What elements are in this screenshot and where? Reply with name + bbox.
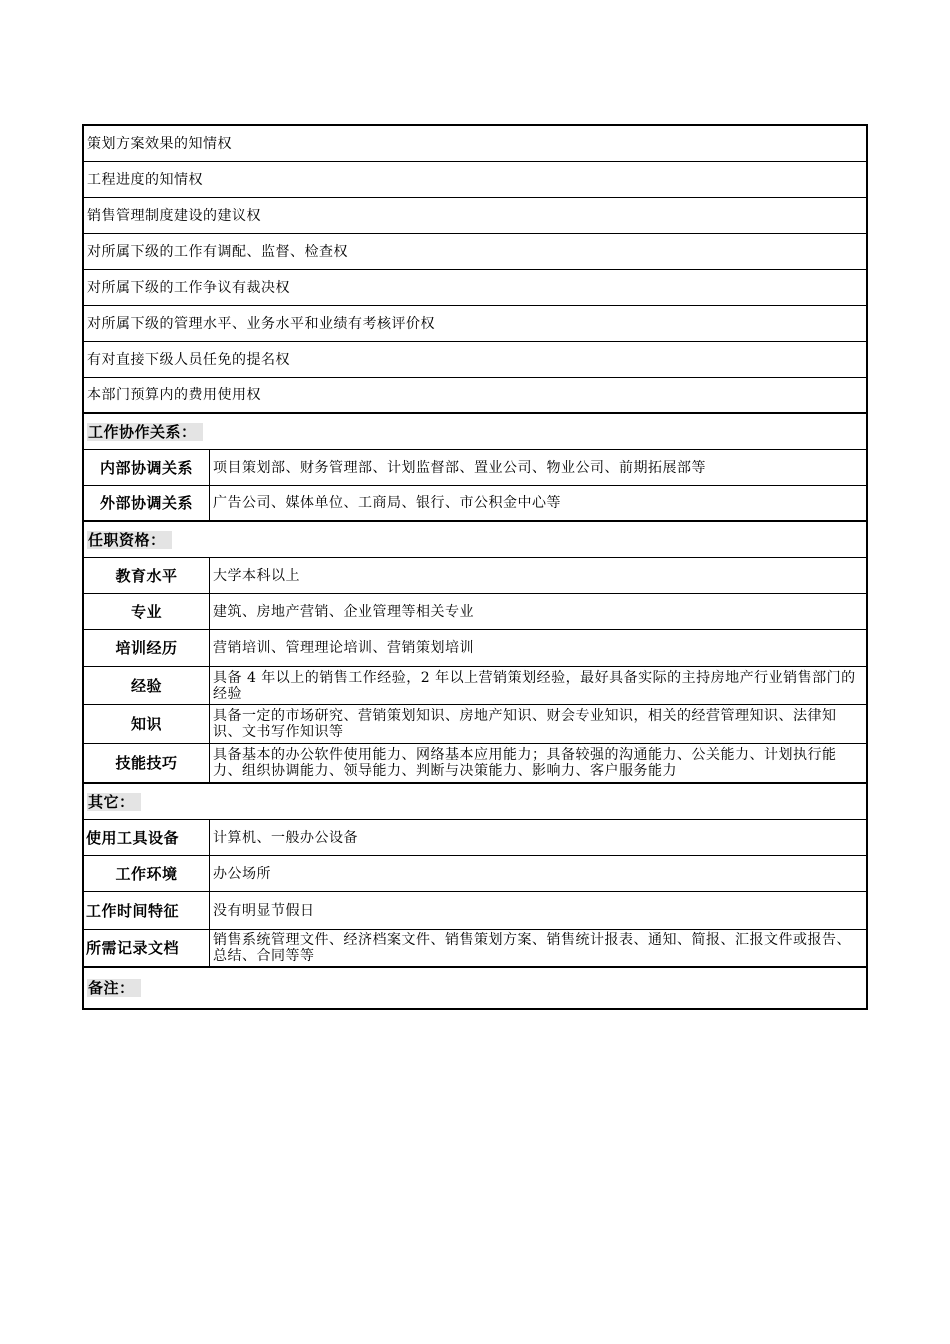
- field-label: 工作时间特征: [84, 892, 210, 929]
- rights-row-7: [84, 342, 866, 378]
- documents-row: [84, 930, 866, 968]
- field-value: 大学本科以上: [213, 567, 300, 584]
- field-label: 知识: [84, 705, 210, 743]
- field-value: 销售系统管理文件、经济档案文件、销售策划方案、销售统计报表、通知、简报、汇报文件或报告、总结、合同等等: [213, 932, 851, 964]
- field-label: 培训经历: [84, 630, 210, 666]
- section-title: 其它：: [87, 793, 141, 811]
- section-title: 任职资格：: [87, 531, 172, 549]
- field-label: 外部协调关系: [84, 486, 210, 520]
- section-title: 工作协作关系：: [87, 423, 203, 441]
- work-time-row: [84, 892, 866, 930]
- field-label: 使用工具设备: [84, 820, 210, 855]
- environment-row: [84, 856, 866, 892]
- skills-row: [84, 744, 866, 784]
- external-coordination-row: [84, 486, 866, 522]
- rights-text: 工程进度的知情权: [87, 171, 203, 188]
- experience-row: [84, 667, 866, 705]
- field-value: 具备 4 年以上的销售工作经验，2 年以上营销策划经验，最好具备实际的主持房地产行业销售部门的经验: [213, 669, 856, 702]
- rights-row-6: [84, 306, 866, 342]
- field-value: 项目策划部、财务管理部、计划监督部、置业公司、物业公司、前期拓展部等: [213, 459, 706, 476]
- section-title: 备注：: [87, 979, 141, 997]
- field-label: 内部协调关系: [84, 450, 210, 485]
- major-row: [84, 594, 866, 630]
- field-value: 营销培训、管理理论培训、营销策划培训: [213, 640, 474, 656]
- field-value: 具备一定的市场研究、营销策划知识、房地产知识、财会专业知识，相关的经营管理知识、法律知识、文书写作知识等: [213, 708, 837, 740]
- field-value: 没有明显节假日: [213, 902, 315, 919]
- field-value: 计算机、一般办公设备: [213, 829, 358, 846]
- field-value: 广告公司、媒体单位、工商局、银行、市公积金中心等: [213, 495, 561, 511]
- rights-text: 对所属下级的管理水平、业务水平和业绩有考核评价权: [87, 315, 435, 332]
- rights-row-4: [84, 234, 866, 270]
- rights-text: 有对直接下级人员任免的提名权: [87, 351, 290, 368]
- job-description-table: [82, 124, 868, 1010]
- rights-text: 对所属下级的工作有调配、监督、检查权: [87, 243, 348, 260]
- education-row: [84, 558, 866, 594]
- collaboration-section-header: [84, 414, 866, 450]
- rights-text: 本部门预算内的费用使用权: [87, 387, 261, 403]
- field-label: 专业: [84, 594, 210, 629]
- rights-text: 销售管理制度建设的建议权: [87, 207, 261, 224]
- training-row: [84, 630, 866, 667]
- field-value: 具备基本的办公软件使用能力、网络基本应用能力；具备较强的沟通能力、公关能力、计划执行能力、组织协调能力、领导能力、判断与决策能力、影响力、客户服务能力: [213, 747, 837, 779]
- internal-coordination-row: [84, 450, 866, 486]
- tools-row: [84, 820, 866, 856]
- rights-row-8: [84, 378, 866, 414]
- rights-text: 对所属下级的工作争议有裁决权: [87, 279, 290, 296]
- knowledge-row: [84, 705, 866, 744]
- rights-row-3: [84, 198, 866, 234]
- field-label: 技能技巧: [84, 744, 210, 782]
- rights-row-5: [84, 270, 866, 306]
- field-label: 所需记录文档: [84, 930, 210, 966]
- rights-row-2: [84, 162, 866, 198]
- field-label: 经验: [84, 667, 210, 704]
- field-value: 办公场所: [213, 865, 271, 882]
- other-section-header: [84, 784, 866, 820]
- remarks-section-header: [84, 968, 866, 1008]
- field-value: 建筑、房地产营销、企业管理等相关专业: [213, 603, 474, 620]
- field-label: 工作环境: [84, 856, 210, 891]
- field-label: 教育水平: [84, 558, 210, 593]
- qualification-section-header: [84, 522, 866, 558]
- rights-text: 策划方案效果的知情权: [87, 135, 232, 152]
- rights-row-1: [84, 126, 866, 162]
